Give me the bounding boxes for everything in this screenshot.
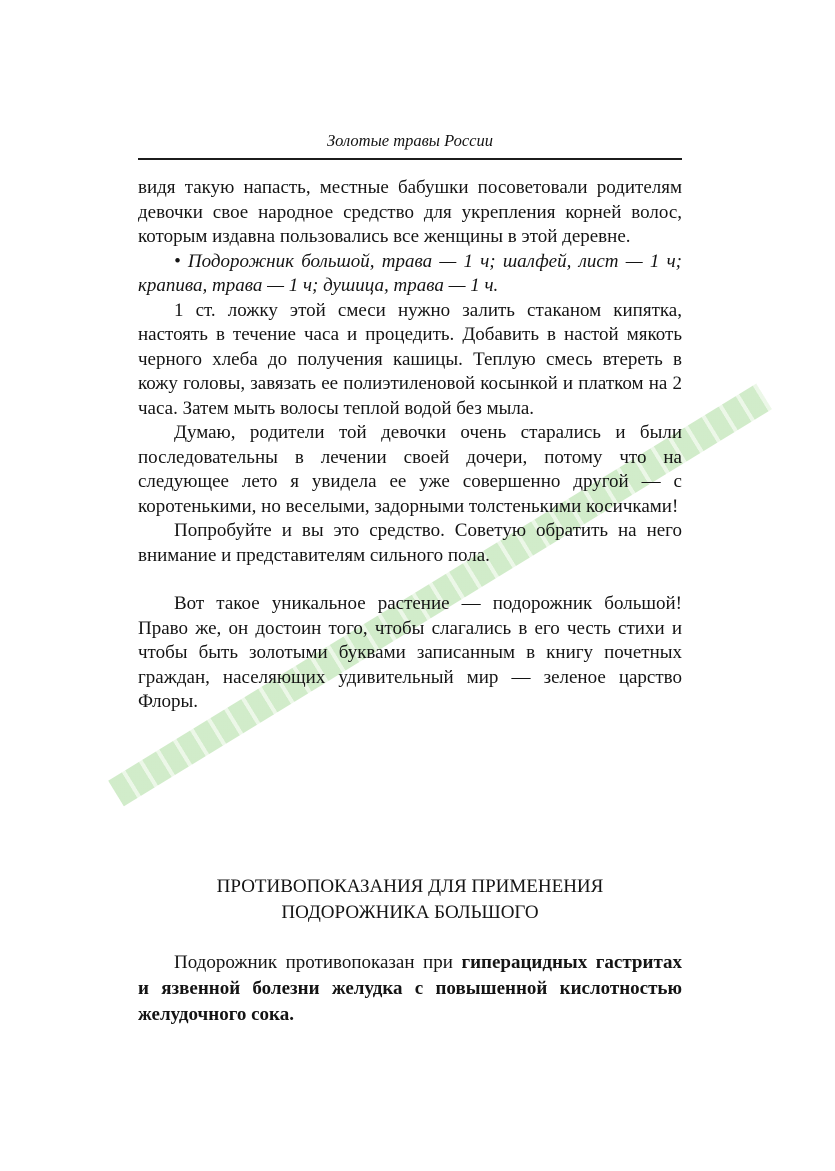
- paragraph-preparation: 1 ст. ложку этой смеси нужно залить стаканом кипятка, настоять в течение часа и процедить. Добавить в настой мякоть черного хлеба до получения кашицы. Теплую смесь втереть в кожу головы, завязать ее полиэтиленовой косынкой и платком на 2 часа. Затем мыть волосы теплой водой без мыла.: [138, 299, 682, 419]
- running-title: Золотые травы России: [138, 128, 682, 160]
- paragraph-result: Думаю, родители той девочки очень старались и были последовательны в лечении своей дочери, потому что на следующее лето я увидела ее уже совершенно другой — с коротенькими, но веселыми, задорными толстенькими косичками!: [138, 422, 682, 517]
- section-heading-line-1: ПРОТИВОПОКАЗАНИЯ ДЛЯ ПРИМЕНЕНИЯ: [216, 876, 604, 897]
- paragraph-advice: Попробуйте и вы это средство. Советую обратить на него внимание и представителям сильного пола.: [138, 520, 682, 566]
- body-text: [138, 176, 682, 715]
- recipe-ingredients: • Подорожник большой, трава — 1 ч; шалфей, лист — 1 ч; крапива, трава — 1 ч; душица, трава — 1 ч.: [138, 250, 682, 296]
- contraindications-bold: гиперацидных гастритах и язвенной болезни желудка с повышенной кислотностью желудочного сока.: [138, 952, 683, 1025]
- section-heading: [138, 874, 682, 926]
- contraindications-text: [138, 950, 682, 1028]
- paragraph-conclusion: Вот такое уникальное растение — подорожник большой! Право же, он достоин того, чтобы слагались в его честь стихи и чтобы быть золотыми буквами записанным в книгу почетных граждан, населяющих удивительный мир — зеленое царство Флоры.: [138, 593, 682, 712]
- contraindications-lead: Подорожник противопоказан при: [174, 952, 462, 973]
- paragraph-intro: видя такую напасть, местные бабушки посоветовали родителям девочки свое народное средство для укрепления корней волос, которым издавна пользовались все женщины в этой деревне.: [138, 177, 682, 247]
- section-heading-line-2: ПОДОРОЖНИКА БОЛЬШОГО: [281, 902, 539, 923]
